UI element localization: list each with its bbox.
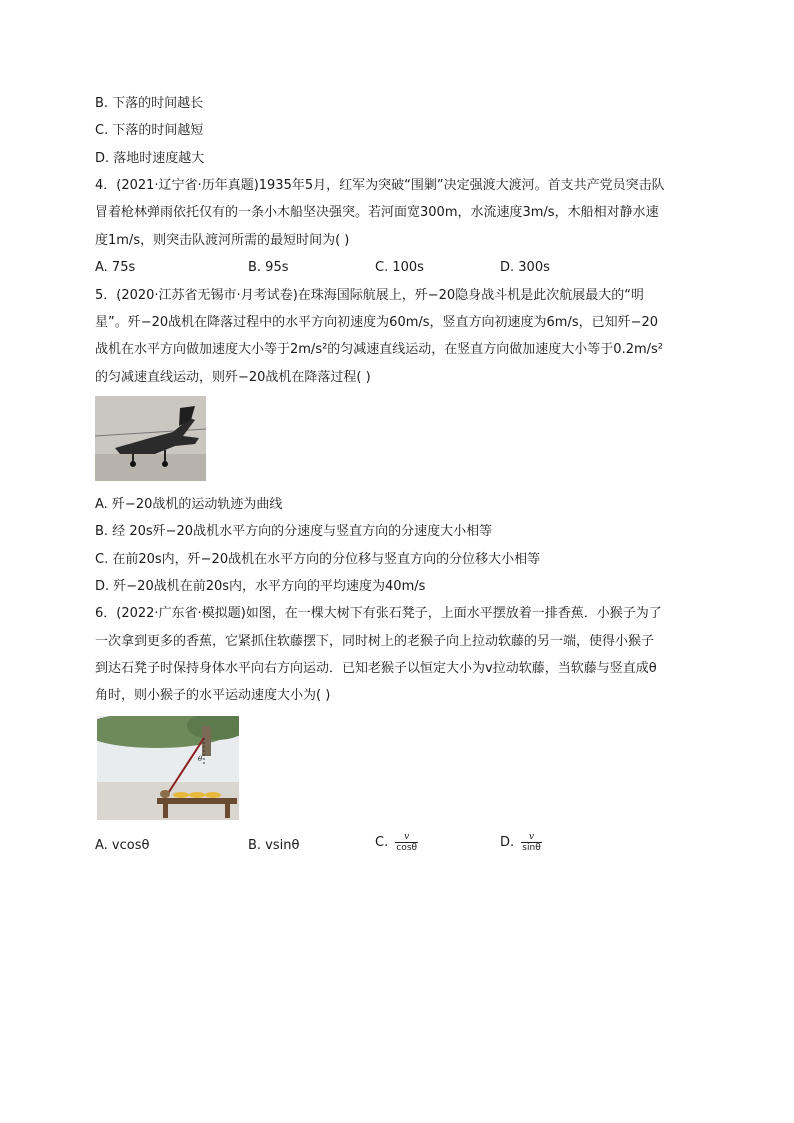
q5-line-1: 5．(2020·江苏省无锡市·月考试卷)在珠海国际航展上，歼−20隐身战斗机是此次航展最大的“明 — [95, 288, 644, 303]
q6-option-c-fraction — [395, 832, 418, 853]
q6-option-d-letter: D. — [500, 835, 515, 850]
q5-option-a: A. 歼−20战机的运动轨迹为曲线 — [95, 497, 283, 512]
q6-option-a: A. vcosθ — [95, 838, 150, 853]
q6-line-2: 一次拿到更多的香蕉，它紧抓住软藤摆下，同时树上的老猴子向上拉动软藤的另一端，使得小猴子 — [95, 634, 655, 649]
q6-option-d-fraction — [521, 832, 541, 853]
q4-option-c: C. 100s — [375, 260, 424, 275]
q6-line-3: 到达石凳子时保持身体水平向右方向运动．已知老猴子以恒定大小为v拉动软藤，当软藤与竖直成θ — [95, 661, 657, 676]
q5-option-c: C. 在前20s内，歼−20战机在水平方向的分位移与竖直方向的分位移大小相等 — [95, 552, 541, 567]
q4-line-2: 冒着枪林弹雨依托仅有的一条小木船坚决强突。若河面宽300m，水流速度3m/s，木船相对静水速 — [95, 205, 659, 220]
monkey-tree-photo — [97, 716, 239, 820]
prev-option-c: C. 下落的时间越短 — [95, 123, 204, 138]
q6-line-1: 6．(2022·广东省·模拟题)如图，在一棵大树下有张石凳子，上面水平摆放着一排香蕉．小猴子为了 — [95, 606, 662, 621]
q6-option-b: B. vsinθ — [248, 838, 300, 853]
prev-option-b: B. 下落的时间越长 — [95, 96, 204, 111]
q4-option-d: D. 300s — [500, 260, 550, 275]
q6-option-c-denominator: cosθ — [396, 843, 418, 853]
q6-line-4: 角时，则小猴子的水平运动速度大小为( ) — [95, 688, 331, 703]
q5-line-2: 星”。歼−20战机在降落过程中的水平方向初速度为60m/s，竖直方向初速度为6m/s，已知歼−20 — [95, 315, 659, 330]
svg-text:θ: θ — [198, 755, 203, 763]
prev-option-d: D. 落地时速度越大 — [95, 151, 205, 166]
q6-option-d-numerator: v — [521, 832, 541, 843]
q6-option-d-denominator: sinθ — [522, 843, 541, 853]
q6-option-c-letter: C. — [375, 835, 389, 850]
q5-line-3: 战机在水平方向做加速度大小等于2m/s²的匀减速直线运动，在竖直方向做加速度大小等于0.2m/s² — [95, 342, 664, 357]
q6-option-c — [375, 832, 418, 853]
q5-option-b: B. 经 20s歼−20战机水平方向的分速度与竖直方向的分速度大小相等 — [95, 524, 493, 539]
fighter-jet-photo — [95, 396, 206, 481]
q4-line-3: 度1m/s，则突击队渡河所需的最短时间为( ) — [95, 233, 350, 248]
q6-option-d — [500, 832, 542, 853]
q5-option-d: D. 歼−20战机在前20s内，水平方向的平均速度为40m/s — [95, 579, 426, 594]
q4-option-a: A. 75s — [95, 260, 136, 275]
q6-option-c-numerator: v — [395, 832, 418, 843]
q4-option-b: B. 95s — [248, 260, 289, 275]
q4-line-1: 4．(2021·辽宁省·历年真题)1935年5月，红军为突破“围剿”决定强渡大渡河。首支共产党员突击队 — [95, 178, 665, 193]
q5-line-4: 的匀减速直线运动，则歼−20战机在降落过程( ) — [95, 370, 371, 385]
